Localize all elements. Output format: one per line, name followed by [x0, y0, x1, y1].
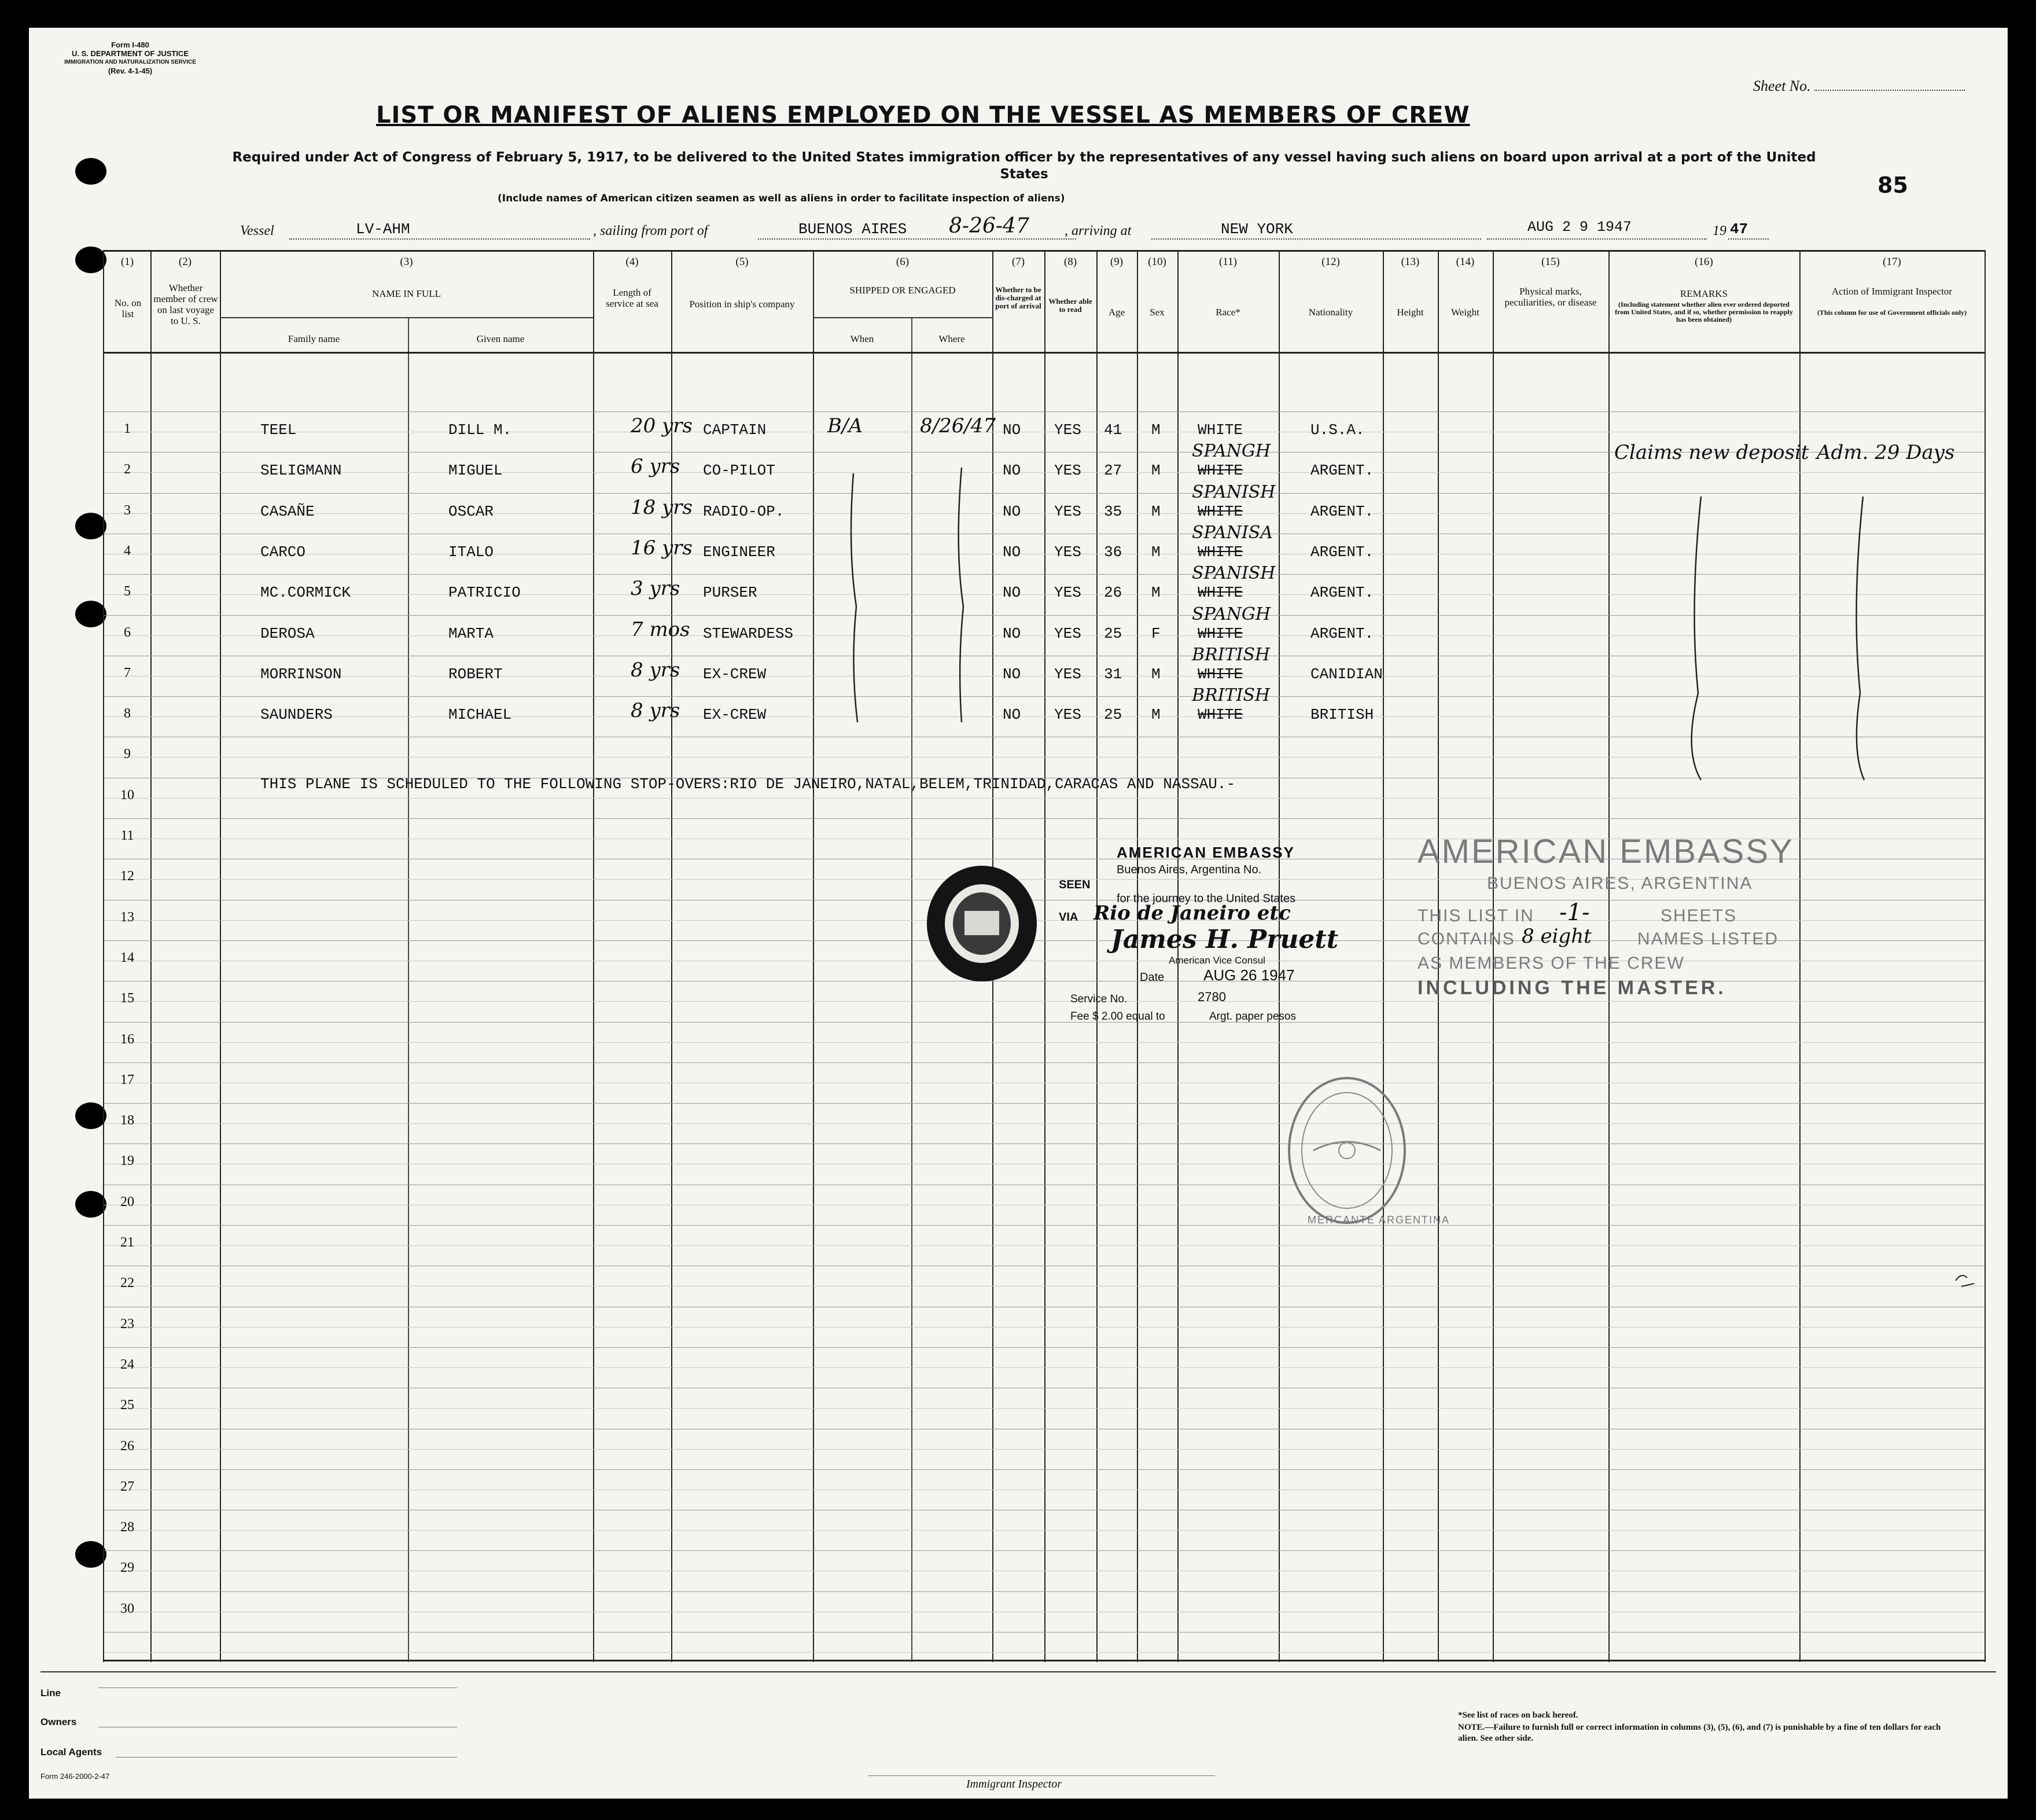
nationality-cell: ARGENT. — [1310, 625, 1374, 642]
row-number: 21 — [120, 1235, 134, 1250]
hdr-when: When — [850, 333, 874, 344]
include-note: (Include names of American citizen seamen as well as aliens in order to facilitate inspection of aliens) — [498, 193, 1065, 204]
read-cell: YES — [1054, 584, 1081, 601]
embassy-line3a: THIS LIST IN — [1418, 906, 1534, 925]
age-cell: 35 — [1104, 503, 1122, 520]
consul-line3: for the journey to the United States — [1117, 892, 1296, 905]
read-cell: YES — [1054, 666, 1081, 683]
age-cell: 26 — [1104, 584, 1122, 601]
arriving-label: , arriving at — [1065, 223, 1132, 238]
sex-cell: M — [1151, 584, 1161, 601]
row-number: 3 — [124, 503, 131, 518]
service-cell: 6 yrs — [631, 455, 680, 478]
nationality-cell: ARGENT. — [1310, 503, 1374, 520]
row-number: 12 — [120, 869, 134, 884]
discharged-cell: NO — [1003, 584, 1021, 601]
sex-cell: F — [1151, 625, 1161, 642]
race-cell: WHITE — [1198, 584, 1243, 601]
row-number: 5 — [124, 584, 131, 599]
hdr-physical: Physical marks, peculiarities, or disease — [1504, 286, 1597, 308]
row-number: 25 — [120, 1398, 134, 1413]
hdr-action-note: (This column for use of Government officials only) — [1817, 308, 1967, 317]
service-cell: 20 yrs — [631, 414, 693, 437]
via-label: VIA — [1059, 911, 1078, 924]
position-cell: ENGINEER — [703, 543, 775, 561]
consul-line2: Buenos Aires, Argentina No. — [1117, 863, 1262, 876]
row-number: 8 — [124, 706, 131, 721]
stamp-date: AUG 2 9 1947 — [1527, 219, 1632, 236]
discharged-cell: NO — [1003, 625, 1021, 642]
race-cell: WHITE — [1198, 625, 1243, 642]
via-handwriting: Rio de Janeiro etc — [1094, 902, 1291, 925]
row-number: 4 — [124, 543, 131, 558]
read-cell: YES — [1054, 625, 1081, 642]
age-cell: 31 — [1104, 666, 1122, 683]
row-number: 9 — [124, 747, 131, 762]
arriving-value: NEW YORK — [1221, 220, 1293, 238]
given-name-cell: DILL M. — [448, 421, 512, 439]
embassy-line2: BUENOS AIRES, ARGENTINA — [1487, 874, 1753, 893]
col-num-17: (17) — [1883, 256, 1901, 268]
service-value: 2780 — [1198, 990, 1226, 1004]
col-num-1: (1) — [120, 256, 134, 268]
seen-label: SEEN — [1059, 878, 1091, 891]
hdr-remarks-note: (Including statement whether alien ever ordered deported from United States, and if so, whether permission to reapply has been obtained) — [1615, 300, 1793, 323]
port-value: BUENOS AIRES — [798, 220, 907, 238]
hdr-length-service: Length of service at sea — [606, 287, 658, 309]
given-name-cell: MIGUEL — [448, 462, 503, 479]
page-number: 85 — [1877, 172, 1908, 198]
hdr-no-on-list: No. on list — [114, 297, 142, 319]
row-number: 15 — [120, 991, 134, 1006]
oval-seal-text: MERCANTE ARGENTINA — [1308, 1214, 1450, 1226]
embassy-line1: AMERICAN EMBASSY — [1418, 833, 1794, 870]
footer-form-code: Form 246-2000-2-47 — [41, 1772, 110, 1781]
embassy-sheets-hand: -1- — [1559, 899, 1590, 926]
row-number: 14 — [120, 950, 134, 965]
vessel-label: Vessel — [240, 223, 274, 238]
row-number: 16 — [120, 1032, 134, 1047]
consul-stamp — [1059, 844, 1394, 1064]
embassy-stamp — [1418, 832, 1857, 1040]
discharged-cell: NO — [1003, 666, 1021, 683]
service-cell: 7 mos — [631, 618, 690, 641]
nationality-cell: BRITISH — [1310, 706, 1374, 723]
row-number: 20 — [120, 1194, 134, 1209]
col-num-4: (4) — [625, 256, 639, 268]
sex-cell: M — [1151, 706, 1161, 723]
age-cell: 25 — [1104, 625, 1122, 642]
family-name-cell: MC.CORMICK — [260, 584, 351, 601]
position-cell: EX-CREW — [703, 666, 767, 683]
col-num-3: (3) — [400, 256, 413, 268]
race-handwritten: BRITISH — [1192, 645, 1271, 665]
col-num-6: (6) — [896, 256, 910, 268]
discharged-cell: NO — [1003, 421, 1021, 439]
col-num-2: (2) — [178, 256, 192, 268]
race-cell: WHITE — [1198, 462, 1243, 479]
given-name-cell: PATRICIO — [448, 584, 521, 601]
sex-cell: M — [1151, 462, 1161, 479]
row-number: 11 — [120, 828, 134, 843]
family-name-cell: SELIGMANN — [260, 462, 342, 479]
sex-cell: M — [1151, 503, 1161, 520]
service-cell: 3 yrs — [631, 577, 680, 600]
sex-cell: M — [1151, 666, 1161, 683]
position-cell: PURSER — [703, 584, 757, 601]
given-name-cell: ITALO — [448, 543, 494, 561]
hdr-whether-member: Whether member of crew on last voyage to U. S. — [153, 282, 218, 326]
hdr-race: Race* — [1216, 307, 1240, 318]
position-cell: CAPTAIN — [703, 421, 767, 439]
family-name-cell: DEROSA — [260, 625, 315, 642]
race-handwritten: SPANGH — [1192, 441, 1271, 461]
row-number: 26 — [120, 1439, 134, 1454]
fee-label: Fee $ 2.00 equal to — [1070, 1010, 1165, 1023]
hdr-remarks: REMARKS — [1680, 288, 1728, 299]
col-num-8: (8) — [1063, 256, 1077, 268]
footer-owners-label: Owners — [41, 1716, 77, 1727]
embassy-line4b: NAMES LISTED — [1637, 929, 1779, 948]
row-number: 13 — [120, 910, 134, 925]
hdr-given-name: Given name — [476, 333, 525, 344]
service-label: Service No. — [1070, 993, 1128, 1005]
hdr-where: Where — [938, 333, 965, 344]
position-cell: CO-PILOT — [703, 462, 775, 479]
row-number: 29 — [120, 1560, 134, 1575]
family-name-cell: MORRINSON — [260, 666, 342, 683]
sex-cell: M — [1151, 421, 1161, 439]
year-value: 47 — [1730, 220, 1748, 238]
consul-signature: James H. Pruett — [1111, 925, 1339, 954]
race-cell: WHITE — [1198, 666, 1243, 683]
service: IMMIGRATION AND NATURALIZATION SERVICE — [64, 59, 196, 65]
hdr-age: Age — [1108, 307, 1125, 318]
row-number: 28 — [120, 1520, 134, 1535]
sex-cell: M — [1151, 543, 1161, 561]
embassy-line6: INCLUDING THE MASTER. — [1418, 977, 1726, 999]
race-handwritten: SPANISA — [1192, 523, 1273, 543]
position-cell: RADIO-OP. — [703, 503, 785, 520]
subtitle: Required under Act of Congress of February 5, 1917, to be delivered to the United States immigration officer by the representatives of any vessel having such aliens on board upon arrival at a port of the United States — [232, 150, 1816, 182]
hdr-nationality: Nationality — [1308, 307, 1353, 318]
col-num-15: (15) — [1541, 256, 1560, 268]
col-num-16: (16) — [1695, 256, 1713, 268]
service-cell: 18 yrs — [631, 496, 693, 519]
discharged-cell: NO — [1003, 706, 1021, 723]
age-cell: 36 — [1104, 543, 1122, 561]
race-handwritten: SPANGH — [1192, 604, 1271, 624]
action-handwriting: Adm. 29 Days — [1817, 441, 1955, 464]
row-number: 30 — [120, 1601, 134, 1616]
family-name-cell: CARCO — [260, 543, 306, 561]
family-name-cell: CASAÑE — [260, 503, 315, 520]
nationality-cell: U.S.A. — [1310, 421, 1365, 439]
consul-line4: American Vice Consul — [1169, 955, 1265, 966]
manifest-sheet — [29, 28, 2008, 1799]
row-number: 10 — [120, 788, 134, 803]
row-number: 17 — [120, 1072, 134, 1087]
consul-line1: AMERICAN EMBASSY — [1117, 844, 1295, 861]
age-cell: 27 — [1104, 462, 1122, 479]
service-cell: 8 yrs — [631, 659, 680, 682]
hdr-weight: Weight — [1451, 307, 1479, 318]
where-cell: 8/26/47 — [920, 414, 996, 437]
races-note: *See list of races on back hereof. — [1458, 1711, 1578, 1720]
age-cell: 25 — [1104, 706, 1122, 723]
hdr-height: Height — [1397, 307, 1424, 318]
col-num-7: (7) — [1011, 256, 1025, 268]
oval-seal — [1273, 1069, 1423, 1237]
fine-note: NOTE.—Failure to furnish full or correct information in columns (3), (5), (6), and (7) is punishable by a fine of ten dollars for each alien. See other side. — [1458, 1723, 1941, 1743]
read-cell: YES — [1054, 503, 1081, 520]
given-name-cell: MICHAEL — [448, 706, 512, 723]
nationality-cell: ARGENT. — [1310, 543, 1374, 561]
sheet-label-text: Sheet No. — [1753, 78, 1811, 94]
date-value: AUG 26 1947 — [1203, 966, 1295, 984]
row-number: 23 — [120, 1317, 134, 1332]
nationality-cell: ARGENT. — [1310, 584, 1374, 601]
embassy-names-hand: 8 eight — [1522, 925, 1592, 948]
hdr-able-read: Whether able to read — [1048, 297, 1092, 314]
row-number: 7 — [124, 666, 131, 681]
position-cell: EX-CREW — [703, 706, 767, 723]
row-number: 19 — [120, 1153, 134, 1168]
form-number: Form I-480 — [111, 41, 149, 49]
given-name-cell: MARTA — [448, 625, 494, 642]
hdr-name-in-full: NAME IN FULL — [372, 288, 441, 299]
footer-agents-label: Local Agents — [41, 1747, 102, 1758]
embassy-line5: AS MEMBERS OF THE CREW — [1418, 954, 1685, 973]
fee-tail: Argt. paper pesos — [1209, 1010, 1296, 1023]
hdr-position: Position in ship's company — [689, 299, 795, 310]
hdr-family-name: Family name — [288, 333, 340, 344]
hdr-action: Action of Immigrant Inspector — [1831, 286, 1953, 297]
race-handwritten: SPANISH — [1192, 563, 1276, 583]
read-cell: YES — [1054, 543, 1081, 561]
date-label: Date — [1140, 971, 1165, 984]
service-cell: 16 yrs — [631, 536, 693, 560]
sail-date-value: 8-26-47 — [949, 214, 1029, 238]
row-number: 6 — [124, 625, 131, 640]
race-cell: WHITE — [1198, 503, 1243, 520]
discharged-cell: NO — [1003, 543, 1021, 561]
row-number: 24 — [120, 1357, 134, 1372]
col-num-9: (9) — [1110, 256, 1124, 268]
col-num-13: (13) — [1401, 256, 1420, 268]
embassy-line4a: CONTAINS — [1418, 929, 1515, 948]
col-num-14: (14) — [1456, 256, 1475, 268]
age-cell: 41 — [1104, 421, 1122, 439]
hdr-sex: Sex — [1150, 307, 1165, 318]
department: U. S. DEPARTMENT OF JUSTICE — [72, 49, 189, 58]
read-cell: YES — [1054, 706, 1081, 723]
service-cell: 8 yrs — [631, 699, 680, 722]
col-num-11: (11) — [1219, 256, 1237, 268]
read-cell: YES — [1054, 421, 1081, 439]
nationality-cell: CANIDIAN — [1310, 666, 1383, 683]
immigrant-inspector-label: Immigrant Inspector — [966, 1778, 1062, 1790]
read-cell: YES — [1054, 462, 1081, 479]
position-cell: STEWARDESS — [703, 625, 794, 642]
given-name-cell: ROBERT — [448, 666, 503, 683]
row-number: 1 — [124, 421, 131, 436]
sailing-label: , sailing from port of — [593, 223, 708, 238]
row-number: 22 — [120, 1275, 134, 1290]
row-number: 2 — [124, 462, 131, 477]
race-cell: WHITE — [1198, 543, 1243, 561]
family-name-cell: TEEL — [260, 421, 297, 439]
discharged-cell: NO — [1003, 462, 1021, 479]
footer-line-label: Line — [41, 1687, 61, 1698]
revision: (Rev. 4-1-45) — [108, 67, 153, 75]
col-num-12: (12) — [1321, 256, 1340, 268]
hdr-discharged: Whether to be dis-charged at port of arrival — [995, 285, 1041, 310]
vessel-value: LV-AHM — [356, 220, 410, 238]
race-handwritten: BRITISH — [1192, 685, 1271, 705]
remarks-handwriting: Claims new deposit — [1614, 441, 1809, 464]
race-cell: WHITE — [1198, 421, 1243, 439]
seal-stamp — [911, 855, 1056, 1000]
row-number: 27 — [120, 1479, 134, 1494]
row10-text: THIS PLANE IS SCHEDULED TO THE FOLLOWING STOP-OVERS:RIO DE JANEIRO,NATAL,BELEM,TRINIDAD,CARACAS AND NASSAU.- — [260, 775, 1236, 793]
when-cell: B/A — [827, 414, 863, 437]
page-title: LIST OR MANIFEST OF ALIENS EMPLOYED ON THE VESSEL AS MEMBERS OF CREW — [376, 102, 1470, 128]
year-prefix: 19 — [1713, 223, 1726, 238]
embassy-line3b: SHEETS — [1661, 906, 1737, 925]
given-name-cell: OSCAR — [448, 503, 494, 520]
col-num-5: (5) — [735, 256, 749, 268]
race-cell: WHITE — [1198, 706, 1243, 723]
race-handwritten: SPANISH — [1192, 482, 1276, 502]
row-number: 18 — [120, 1113, 134, 1128]
hdr-shipped: SHIPPED OR ENGAGED — [849, 285, 956, 296]
col-num-10: (10) — [1148, 256, 1166, 268]
discharged-cell: NO — [1003, 503, 1021, 520]
family-name-cell: SAUNDERS — [260, 706, 333, 723]
nationality-cell: ARGENT. — [1310, 462, 1374, 479]
